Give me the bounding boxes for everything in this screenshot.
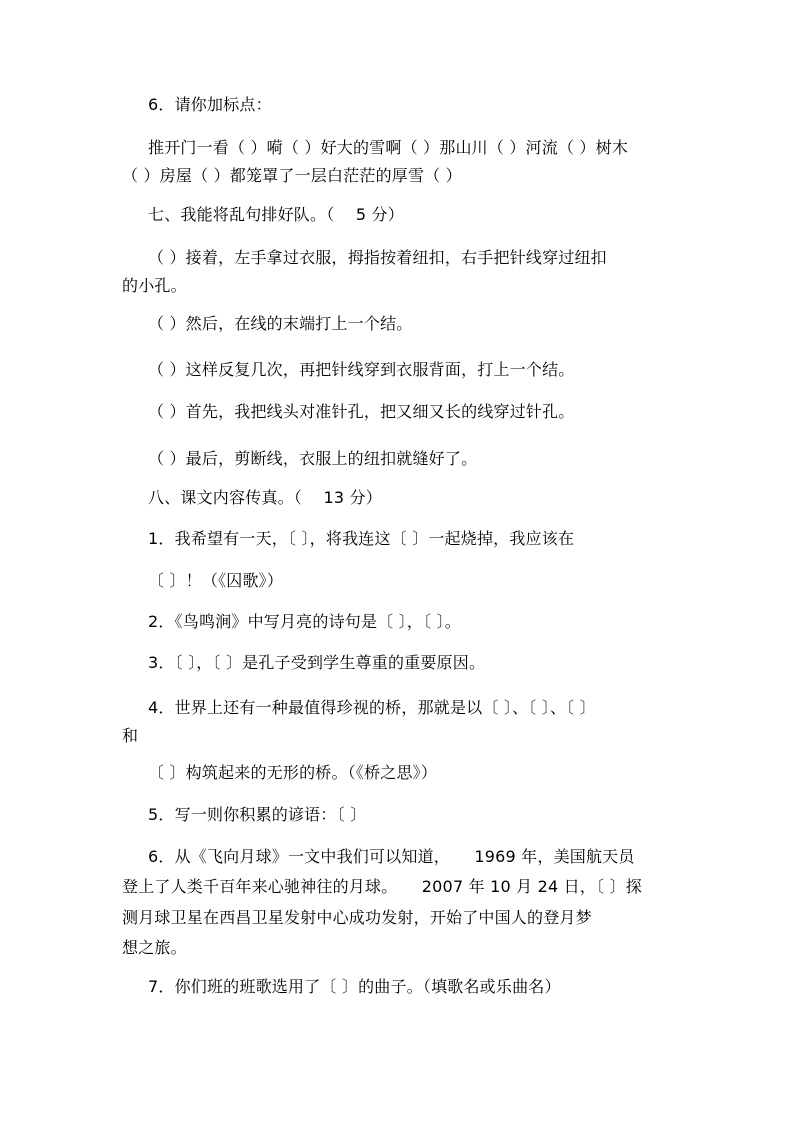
question-8-1-line-2: 〔 〕！（《囚歌》） [148, 571, 284, 590]
question-8-2: 2．《鸟鸣涧》中写月亮的诗句是〔 〕，〔 〕。 [148, 612, 461, 631]
punctuation-sentence-line-1: 推开门一看（ ）嗬（ ）好大的雪啊（ ）那山川（ ）河流（ ）树木 [148, 138, 629, 157]
sentence-order-item-5: （ ）最后，剪断线，衣服上的纽扣就缝好了。 [148, 449, 478, 468]
question-8-4-line-2: 和 [122, 726, 139, 745]
sentence-order-item-1-line-2: 的小孔。 [122, 276, 187, 295]
question-8-4-line-1: 4．世界上还有一种最值得珍视的桥，那就是以〔 〕、〔 〕、〔 〕 [148, 698, 596, 717]
sentence-order-item-2: （ ）然后，在线的末端打上一个结。 [148, 314, 413, 333]
question-8-5: 5．写一则你积累的谚语：〔 〕 [148, 805, 367, 824]
question-8-6-line-2: 登上了人类千百年来心驰神往的月球。 2007 年 10 月 24 日，〔 〕探 [122, 877, 642, 896]
question-8-6-line-3: 测月球卫星在西昌卫星发射中心成功发射，开始了中国人的登月梦 [122, 908, 592, 927]
question-8-7: 7．你们班的班歌选用了〔 〕的曲子。（填歌名或乐曲名） [148, 977, 561, 996]
punctuation-sentence-line-2: （ ）房屋（ ）都笼罩了一层白茫茫的厚雪（ ） [122, 166, 462, 185]
sentence-order-item-3: （ ）这样反复几次，再把针线穿到衣服背面，打上一个结。 [148, 360, 575, 379]
question-8-6-line-4: 想之旅。 [122, 938, 187, 957]
question-8-3: 3．〔 〕，〔 〕是孔子受到学生尊重的重要原因。 [148, 653, 486, 672]
section-7-heading: 七、我能将乱句排好队。（ 5 分） [148, 205, 404, 224]
section-8-heading: 八、课文内容传真。（ 13 分） [148, 488, 382, 507]
question-8-1-line-1: 1．我希望有一天，〔 〕，将我连这〔 〕一起烧掉，我应该在 [148, 529, 575, 548]
question-6-punctuation-title: 6．请你加标点： [148, 95, 272, 114]
sentence-order-item-4: （ ）首先，我把线头对准针孔，把又细又长的线穿过针孔。 [148, 402, 575, 421]
question-8-6-line-1: 6．从《飞向月球》一文中我们可以知道， 1969 年，美国航天员 [148, 847, 635, 866]
question-8-4-line-3: 〔 〕构筑起来的无形的桥。（《桥之思》） [148, 763, 438, 782]
sentence-order-item-1-line-1: （ ）接着，左手拿过衣服，拇指按着纽扣，右手把针线穿过纽扣 [148, 248, 607, 267]
